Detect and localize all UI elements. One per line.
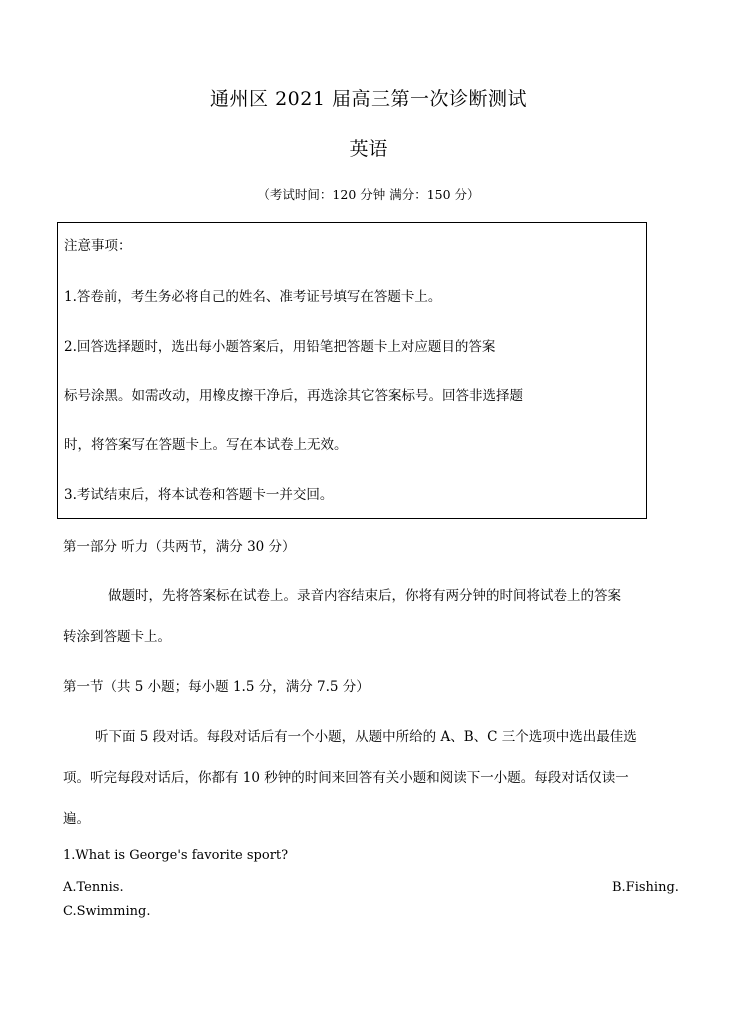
notice-item-2-line-2: 标号涂黑。如需改动，用橡皮擦干净后，再选涂其它答案标号。回答非选择题 [64,388,523,404]
notice-item-3: 3.考试结束后，将本试卷和答题卡一并交回。 [64,487,334,503]
section1-instruction-line-3: 遍。 [63,811,90,827]
section1-heading: 第一节（共 5 小题；每小题 1.5 分，满分 7.5 分） [63,679,370,695]
question-1-option-b: B.Fishing. [612,880,679,895]
section1-instruction-line-1: 听下面 5 段对话。每段对话后有一个小题，从题中所给的 A、B、C 三个选项中选出最佳选 [95,729,637,745]
notice-item-2-line-1: 2.回答选择题时，选出每小题答案后，用铅笔把答题卡上对应题目的答案 [64,339,496,355]
notice-item-1: 1.答卷前，考生务必将自己的姓名、准考证号填写在答题卡上。 [64,289,442,305]
part1-instruction-line-1: 做题时，先将答案标在试卷上。录音内容结束后，你将有两分钟的时间将试卷上的答案 [108,588,621,604]
exam-time-info: （考试时间：120 分钟 满分：150 分） [257,187,480,202]
notice-heading: 注意事项： [64,238,132,254]
question-1-option-a: A.Tennis. [63,880,124,895]
question-1-stem: 1.What is George's favorite sport? [63,848,289,863]
part1-instruction-line-2: 转涂到答题卡上。 [63,629,171,645]
part1-heading: 第一部分 听力（共两节，满分 30 分） [63,539,296,555]
notice-box [57,222,647,519]
subject-title: 英语 [349,138,388,160]
exam-title: 通州区 2021 届高三第一次诊断测试 [210,88,527,110]
notice-item-2-line-3: 时，将答案写在答题卡上。写在本试卷上无效。 [64,437,348,453]
question-1-option-c: C.Swimming. [63,904,151,919]
section1-instruction-line-2: 项。听完每段对话后，你都有 10 秒钟的时间来回答有关小题和阅读下一小题。每段对话仅读一 [63,770,629,786]
